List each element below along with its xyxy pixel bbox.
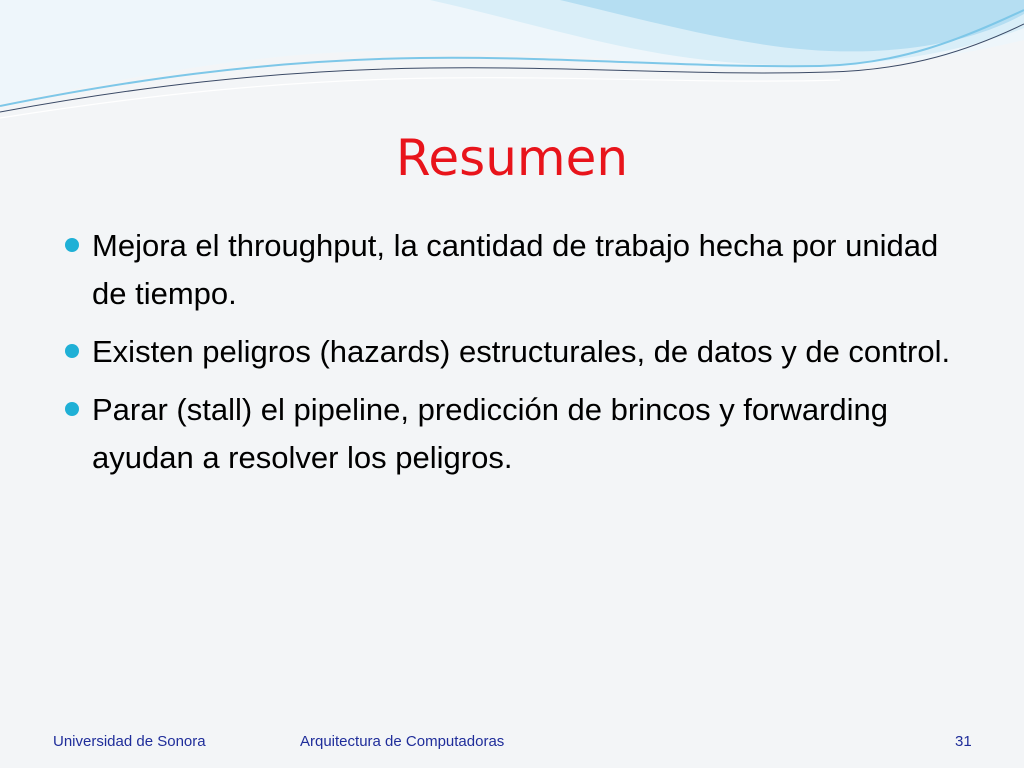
page-number: 31 <box>955 733 972 750</box>
slide-title: Resumen <box>395 129 629 187</box>
footer-organization: Universidad de Sonora <box>53 733 206 750</box>
bullet-item <box>62 222 962 318</box>
footer-course: Arquitectura de Computadoras <box>300 733 505 750</box>
bullet-list <box>62 222 962 492</box>
bullet-dot-icon <box>65 238 79 252</box>
bullet-item <box>62 386 962 482</box>
bullet-text: Mejora el throughput, la cantidad de trabajo hecha por unidad de tiempo. <box>92 228 939 311</box>
bullet-text: Parar (stall) el pipeline, predicción de brincos y forwarding ayudan a resolver los peligros. <box>92 392 889 475</box>
header-wave-decoration <box>0 0 1024 130</box>
bullet-text: Existen peligros (hazards) estructurales, de datos y de control. <box>92 334 951 369</box>
bullet-item <box>62 328 962 376</box>
bullet-dot-icon <box>65 344 79 358</box>
bullet-dot-icon <box>65 402 79 416</box>
